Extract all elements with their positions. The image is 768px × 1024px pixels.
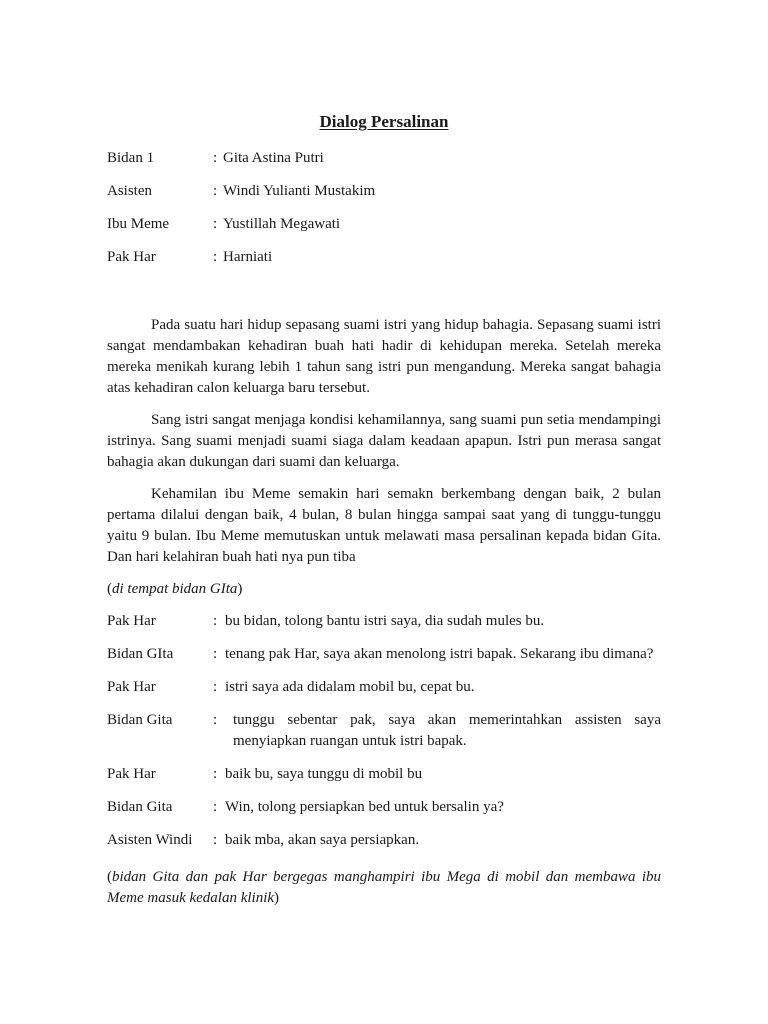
narrative-paragraph: Kehamilan ibu Meme semakin hari semakn berkembang dengan baik, 2 bulan pertama dilalui dengan baik, 4 bulan, 8 bulan hingga sampai saat yang di tunggu-tunggu yaitu 9 bulan. Ibu Meme memutuskan untuk melawati masa persalinan kepada bidan Gita. Dan hari kelahiran buah hati nya pun tiba	[107, 486, 661, 565]
dialog-speaker: Pak Har	[107, 766, 156, 782]
dialog-colon: :	[213, 712, 218, 728]
stage-direction	[107, 579, 661, 600]
narrative-paragraph: Pada suatu hari hidup sepasang suami istri yang hidup bahagia. Sepasang suami istri sangat mendambakan kehadiran buah hati hadir di kehidupan mereka. Setelah mereka mereka menikah kurang lebih 1 tahun sang istri pun mengandung. Mereka sangat bahagia atas kehadiran calon keluarga baru tersebut.	[107, 317, 661, 396]
dialog-speaker: Bidan GIta	[107, 646, 174, 662]
cast-colon: :	[213, 183, 218, 199]
cast-name: Harniati	[223, 249, 273, 265]
close-paren: )	[237, 581, 243, 597]
dialog-colon: :	[213, 613, 218, 629]
dialog-line	[107, 611, 661, 632]
dialog-text: Win, tolong persiapkan bed untuk bersalin ya?	[225, 799, 504, 815]
narrative-section	[107, 315, 661, 600]
narrative-paragraph: Sang istri sangat menjaga kondisi kehamilannya, sang suami pun setia mendampingi istrinya. Sang suami menjadi suami siaga dalam keadaan apapun. Istri pun merasa sangat bahagia akan dukungan dari suami dan keluarga.	[107, 412, 661, 470]
dialog-line	[107, 764, 661, 785]
dialog-colon: :	[213, 766, 218, 782]
dialog-speaker: Asisten Windi	[107, 832, 193, 848]
dialog-text: tenang pak Har, saya akan menolong istri bapak. Sekarang ibu dimana?	[225, 646, 654, 662]
cast-colon: :	[213, 249, 218, 265]
cast-name: Gita Astina Putri	[223, 150, 324, 166]
dialog-colon: :	[213, 646, 218, 662]
cast-list	[107, 148, 667, 280]
stage-direction-text: bidan Gita dan pak Har bergegas manghampiri ibu Mega di mobil dan membawa ibu Meme masuk kedalan klinik	[107, 869, 661, 906]
dialog-text: tunggu sebentar pak, saya akan memerintahkan assisten saya menyiapkan ruangan untuk istri bapak.	[233, 712, 661, 749]
dialog-colon: :	[213, 679, 218, 695]
open-paren: (	[107, 869, 112, 885]
dialog-speaker: Bidan Gita	[107, 712, 173, 728]
stage-direction	[107, 867, 661, 909]
dialog-text: baik bu, saya tunggu di mobil bu	[225, 766, 423, 782]
cast-row	[107, 247, 667, 280]
dialog-line	[107, 677, 661, 698]
dialog-line	[107, 830, 661, 851]
dialog-line	[107, 797, 661, 818]
dialog-speaker: Bidan Gita	[107, 799, 173, 815]
dialog-colon: :	[213, 832, 218, 848]
dialog-speaker: Pak Har	[107, 679, 156, 695]
cast-row	[107, 148, 667, 181]
dialog-line	[107, 644, 661, 665]
dialog-speaker: Pak Har	[107, 613, 156, 629]
cast-name: Windi Yulianti Mustakim	[223, 183, 376, 199]
stage-direction-text: di tempat bidan GIta	[112, 581, 238, 597]
cast-row	[107, 214, 667, 247]
close-paren: )	[274, 890, 280, 906]
cast-colon: :	[213, 150, 218, 166]
cast-row	[107, 181, 667, 214]
open-paren: (	[107, 581, 112, 597]
cast-role: Asisten	[107, 183, 152, 199]
dialog-line	[107, 710, 661, 752]
dialog-colon: :	[213, 799, 218, 815]
dialog-section	[107, 611, 661, 863]
cast-role: Ibu Meme	[107, 216, 170, 232]
dialog-text: istri saya ada didalam mobil bu, cepat bu.	[225, 679, 475, 695]
dialog-text: bu bidan, tolong bantu istri saya, dia sudah mules bu.	[225, 613, 545, 629]
cast-name: Yustillah Megawati	[223, 216, 341, 232]
page-title: Dialog Persalinan	[319, 112, 449, 131]
dialog-text: baik mba, akan saya persiapkan.	[225, 832, 420, 848]
cast-colon: :	[213, 216, 218, 232]
cast-role: Pak Har	[107, 249, 156, 265]
stage-direction-section	[107, 867, 661, 909]
cast-role: Bidan 1	[107, 150, 155, 166]
